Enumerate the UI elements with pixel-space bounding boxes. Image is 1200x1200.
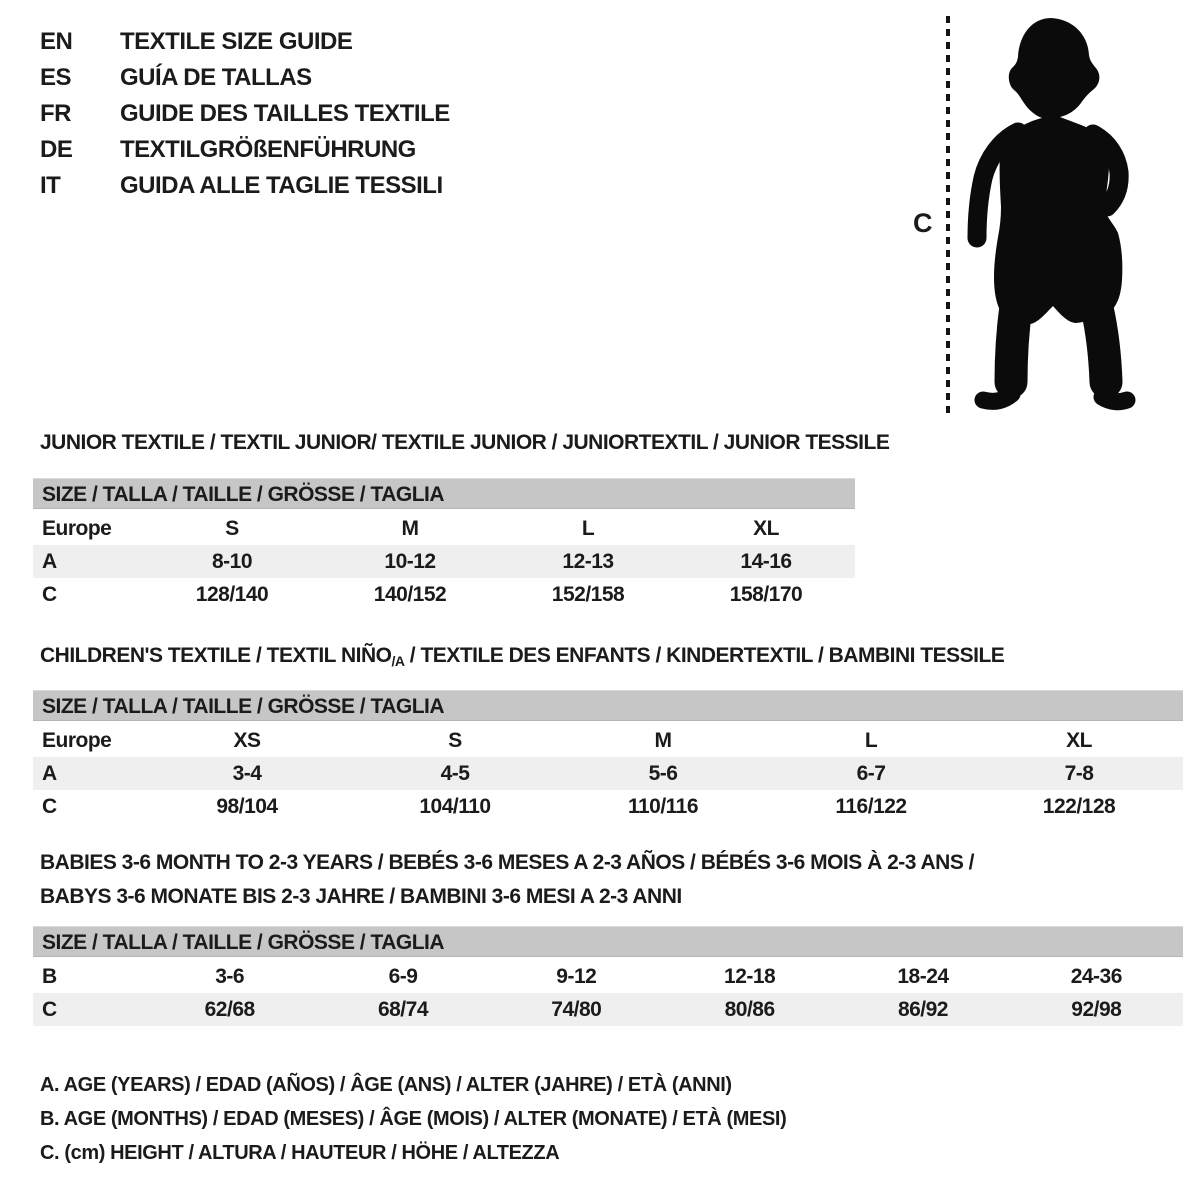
size-value: 158/170 <box>729 583 803 606</box>
children-table-rows <box>33 724 1183 823</box>
size-value: 152/158 <box>551 583 625 606</box>
table-row <box>33 512 855 545</box>
lang-title: GUIDE DES TAILLES TEXTILE <box>120 100 450 127</box>
row-label: C <box>42 998 57 1021</box>
size-value: 10-12 <box>384 550 436 573</box>
legend-line-a: A. AGE (YEARS) / EDAD (AÑOS) / ÂGE (ANS) / ALTER (JAHRE) / ETÀ (ANNI) <box>40 1074 732 1096</box>
size-value: 98/104 <box>216 795 278 818</box>
size-value: XS <box>233 729 261 752</box>
height-dashed-line <box>946 16 950 417</box>
legend-line-b: B. AGE (MONTHS) / EDAD (MESES) / ÂGE (MOIS) / ALTER (MONATE) / ETÀ (MESI) <box>40 1108 787 1130</box>
size-value: 5-6 <box>648 762 678 785</box>
legend <box>40 1068 786 1170</box>
lang-row-de <box>40 132 450 168</box>
children-title-post: / TEXTILE DES ENFANTS / KINDERTEXTIL / BAMBINI TESSILE <box>404 644 1005 667</box>
size-value: 7-8 <box>1064 762 1094 785</box>
children-size-table <box>33 690 1183 823</box>
size-value: 80/86 <box>724 998 775 1021</box>
lang-row-it <box>40 168 450 204</box>
size-value: 6-7 <box>856 762 886 785</box>
lang-code: EN <box>40 28 73 55</box>
babies-section-title <box>40 846 974 914</box>
table-row <box>33 578 855 611</box>
size-value: 62/68 <box>204 998 255 1021</box>
size-value: XL <box>753 517 779 540</box>
babies-size-table <box>33 926 1183 1026</box>
size-value: 68/74 <box>377 998 429 1021</box>
lang-title: TEXTILE SIZE GUIDE <box>120 28 353 55</box>
size-value: 128/140 <box>195 583 269 606</box>
size-value: 12-13 <box>562 550 614 573</box>
row-label: B <box>42 965 57 988</box>
lang-code: ES <box>40 64 72 91</box>
size-value: L <box>581 517 595 540</box>
row-label: C <box>42 795 57 818</box>
size-value: XL <box>1066 729 1092 752</box>
size-header-bar: SIZE / TALLA / TAILLE / GRÖSSE / TAGLIA <box>33 926 1183 957</box>
height-measure-label: C <box>913 208 933 238</box>
table-row <box>33 757 1183 790</box>
junior-section-title: JUNIOR TEXTILE / TEXTIL JUNIOR/ TEXTILE JUNIOR / JUNIORTEXTIL / JUNIOR TESSILE <box>40 431 890 454</box>
lang-code: FR <box>40 100 71 127</box>
row-label: A <box>42 762 57 785</box>
junior-size-table <box>33 478 855 611</box>
size-value: 110/116 <box>627 795 699 818</box>
row-label: Europe <box>42 729 112 752</box>
size-value: S <box>448 729 462 752</box>
lang-title: TEXTILGRÖßENFÜHRUNG <box>120 136 416 163</box>
size-value: M <box>654 729 672 752</box>
size-value: 92/98 <box>1071 998 1122 1021</box>
table-row <box>33 960 1183 993</box>
size-value: 6-9 <box>388 965 418 988</box>
size-value: L <box>864 729 878 752</box>
children-title-sub: /A <box>391 653 405 669</box>
size-value: S <box>225 517 239 540</box>
baby-silhouette-icon <box>956 12 1138 417</box>
lang-title: GUIDA ALLE TAGLIE TESSILI <box>120 172 443 199</box>
size-value: 86/92 <box>897 998 948 1021</box>
lang-row-fr <box>40 96 450 132</box>
size-value: 9-12 <box>556 965 597 988</box>
babies-title-line2: BABYS 3-6 MONATE BIS 2-3 JAHRE / BAMBINI 3-6 MESI A 2-3 ANNI <box>40 885 682 908</box>
lang-row-en <box>40 24 450 60</box>
size-value: 3-4 <box>232 762 262 785</box>
lang-code: DE <box>40 136 73 163</box>
size-value: 8-10 <box>211 550 253 573</box>
table-row <box>33 790 1183 823</box>
size-header-bar: SIZE / TALLA / TAILLE / GRÖSSE / TAGLIA <box>33 478 855 509</box>
lang-row-es <box>40 60 450 96</box>
size-value: 24-36 <box>1070 965 1122 988</box>
size-header-bar: SIZE / TALLA / TAILLE / GRÖSSE / TAGLIA <box>33 690 1183 721</box>
language-title-list <box>40 24 450 204</box>
size-value: 74/80 <box>551 998 602 1021</box>
size-value: 122/128 <box>1042 795 1116 818</box>
row-label: A <box>42 550 57 573</box>
junior-table-rows <box>33 512 855 611</box>
size-value: 12-18 <box>724 965 776 988</box>
lang-code: IT <box>40 172 61 199</box>
babies-title-line1: BABIES 3-6 MONTH TO 2-3 YEARS / BEBÉS 3-6 MESES A 2-3 AÑOS / BÉBÉS 3-6 MOIS À 2-3 ANS / <box>40 851 975 874</box>
row-label: C <box>42 583 57 606</box>
babies-table-rows <box>33 960 1183 1026</box>
size-value: M <box>401 517 419 540</box>
size-value: 4-5 <box>440 762 470 785</box>
lang-title: GUÍA DE TALLAS <box>120 64 312 91</box>
table-row <box>33 993 1183 1026</box>
size-value: 18-24 <box>897 965 949 988</box>
table-row <box>33 724 1183 757</box>
children-section-title <box>40 644 1004 669</box>
children-title-pre: CHILDREN'S TEXTILE / TEXTIL NIÑO <box>40 644 392 667</box>
row-label: Europe <box>42 517 112 540</box>
size-value: 14-16 <box>740 550 792 573</box>
size-value: 3-6 <box>215 965 245 988</box>
size-value: 104/110 <box>419 795 491 818</box>
size-value: 140/152 <box>373 583 447 606</box>
legend-line-c: C. (cm) HEIGHT / ALTURA / HAUTEUR / HÖHE / ALTEZZA <box>40 1142 560 1164</box>
table-row <box>33 545 855 578</box>
size-value: 116/122 <box>835 795 907 818</box>
